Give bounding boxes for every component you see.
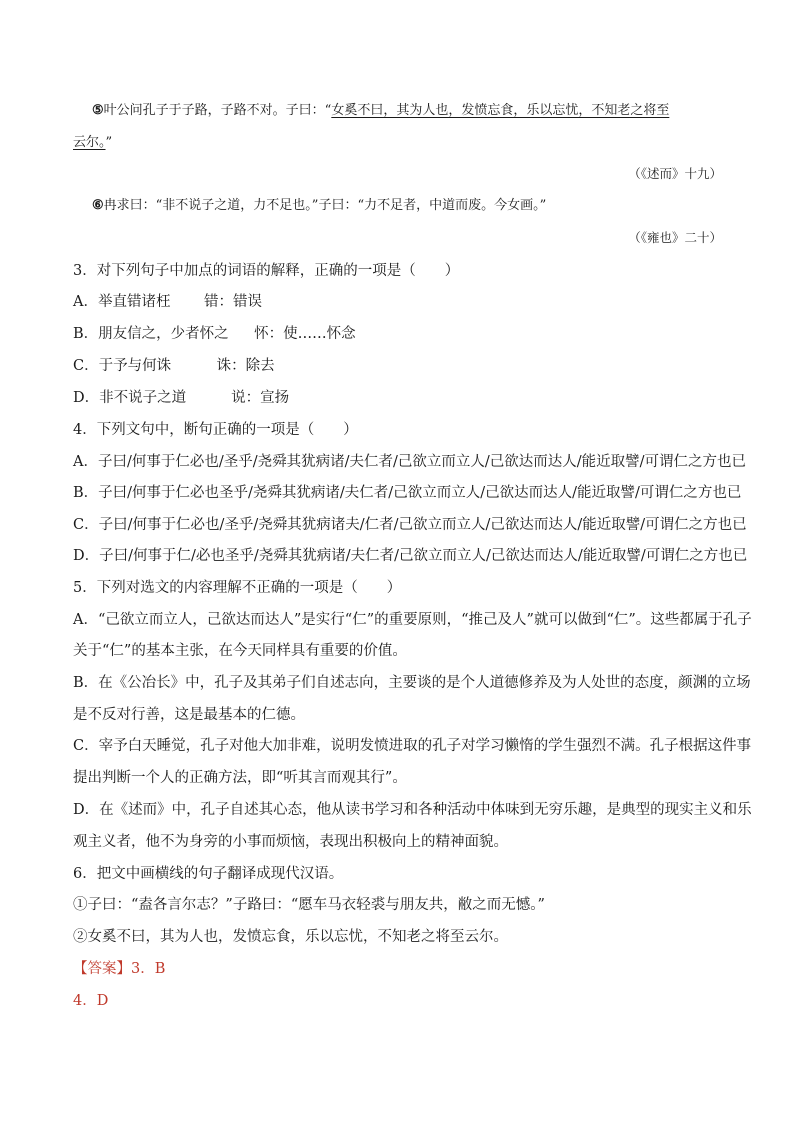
- passage-6-line: [92, 196, 546, 216]
- passage-6-source: （《雍也》二十）: [628, 230, 722, 245]
- passage-5-underlined-cont: 云尔。: [73, 135, 106, 150]
- q3-option-d: [73, 388, 289, 408]
- q5-line: 关于“仁”的基本主张，在今天同样具有重要的价值。: [73, 643, 407, 659]
- circled-number-6: ⑥: [92, 198, 104, 213]
- option-gloss: 错：错误: [203, 294, 262, 310]
- circled-number-5: ⑤: [92, 103, 104, 118]
- q4-option-c: C．子曰/何事于仁必也/圣乎/尧舜其犹病诸夫/仁者/己欲立而立人/己欲达而达人/能近取譬/可谓仁之方也已: [73, 517, 747, 533]
- answer-3: 3．B: [131, 961, 166, 977]
- q4-option-b: B．子曰/何事于仁必也圣乎/尧舜其犹病诸/夫仁者/己欲立而立人/己欲达而达人/能近取譬/可谓仁之方也已: [73, 485, 742, 501]
- q6-item-2: ②女奚不曰，其为人也，发愤忘食，乐以忘忧，不知老之将至云尔。: [73, 929, 508, 945]
- answer-line-1: [73, 959, 165, 979]
- option-sentence: 朋友信之，少者怀之: [98, 326, 229, 342]
- q5-line: A．“己欲立而立人，己欲达而达人”是实行“仁”的重要原则，“推己及人”就可以做到“仁”。这些都属于孔子: [73, 612, 752, 628]
- option-label: B．: [73, 326, 99, 342]
- q3-option-b: [73, 324, 356, 344]
- q6-stem: 6．把文中画横线的句子翻译成现代汉语。: [73, 866, 344, 882]
- option-label: A．: [73, 294, 98, 310]
- answer-4: 4．D: [73, 993, 109, 1009]
- passage-6-text: 冉求曰：“非不说子之道，力不足也。”子曰：“力不足者，中道而废。今女画。”: [103, 198, 547, 213]
- q5-line: 是不反对行善，这是最基本的仁德。: [73, 707, 305, 723]
- q4-option-d: D．子曰/何事于仁/必也圣乎/尧舜其犹病诸/夫仁者/己欲立而立人/己欲达而达人/能近取譬/可谓仁之方也已: [73, 548, 748, 564]
- q3-option-c: [73, 356, 275, 376]
- option-sentence: 非不说子之道: [99, 390, 187, 406]
- passage-5-close-quote: ”: [105, 135, 113, 150]
- passage-5-text: 叶公问孔子于子路，子路不对。子曰：“: [103, 103, 332, 118]
- option-label: D．: [73, 390, 100, 406]
- q5-line: 观主义者，他不为身旁的小事而烦恼，表现出积极向上的精神面貌。: [73, 834, 508, 850]
- q6-item-1: ①子曰：“盍各言尔志？”子路曰：“愿车马衣轻裘与朋友共，敝之而无憾。”: [73, 897, 545, 913]
- option-gloss: 说：宣扬: [231, 390, 290, 406]
- passage-5-source: （《述而》十九）: [628, 166, 722, 181]
- passage-5-line-2: [73, 133, 112, 153]
- q4-option-a: A．子曰/何事于仁必也/圣乎/尧舜其犹病诸/夫仁者/己欲立而立人/己欲达而达人/能近取譬/可谓仁之方也已: [73, 454, 747, 470]
- option-gloss: 怀：使……怀念: [254, 326, 356, 342]
- q5-stem: 5．下列对选文的内容理解不正确的一项是（ ）: [73, 580, 402, 596]
- q5-line: B．在《公冶长》中，孔子及其弟子们自述志向，主要谈的是个人道德修养及为人处世的态度，颜渊的立场: [73, 675, 751, 691]
- q5-line: C．宰予白天睡觉，孔子对他大加非难，说明发愤进取的孔子对学习懒惰的学生强烈不满。孔子根据这件事: [73, 738, 752, 754]
- option-sentence: 举直错诸枉: [97, 294, 171, 310]
- passage-5-underlined: 女奚不曰，其为人也，发愤忘食，乐以忘忧，不知老之将至: [331, 103, 670, 118]
- option-gloss: 诛：除去: [216, 358, 275, 374]
- q3-option-a: [73, 292, 262, 312]
- q4-stem: 4．下列文句中，断句正确的一项是（ ）: [73, 422, 358, 438]
- q5-line: D．在《述而》中，孔子自述其心态，他从读书学习和各种活动中体味到无穷乐趣，是典型的现实主义和乐: [73, 802, 752, 818]
- option-label: C．: [73, 358, 99, 374]
- q5-line: 提出判断一个人的正确方法，即“听其言而观其行”。: [73, 770, 407, 786]
- passage-5-line-1: [92, 101, 669, 121]
- option-sentence: 于予与何诛: [98, 358, 172, 374]
- q3-stem: 3．对下列句子中加点的词语的解释，正确的一项是（ ）: [73, 263, 460, 279]
- answer-label: 【答案】: [73, 961, 131, 977]
